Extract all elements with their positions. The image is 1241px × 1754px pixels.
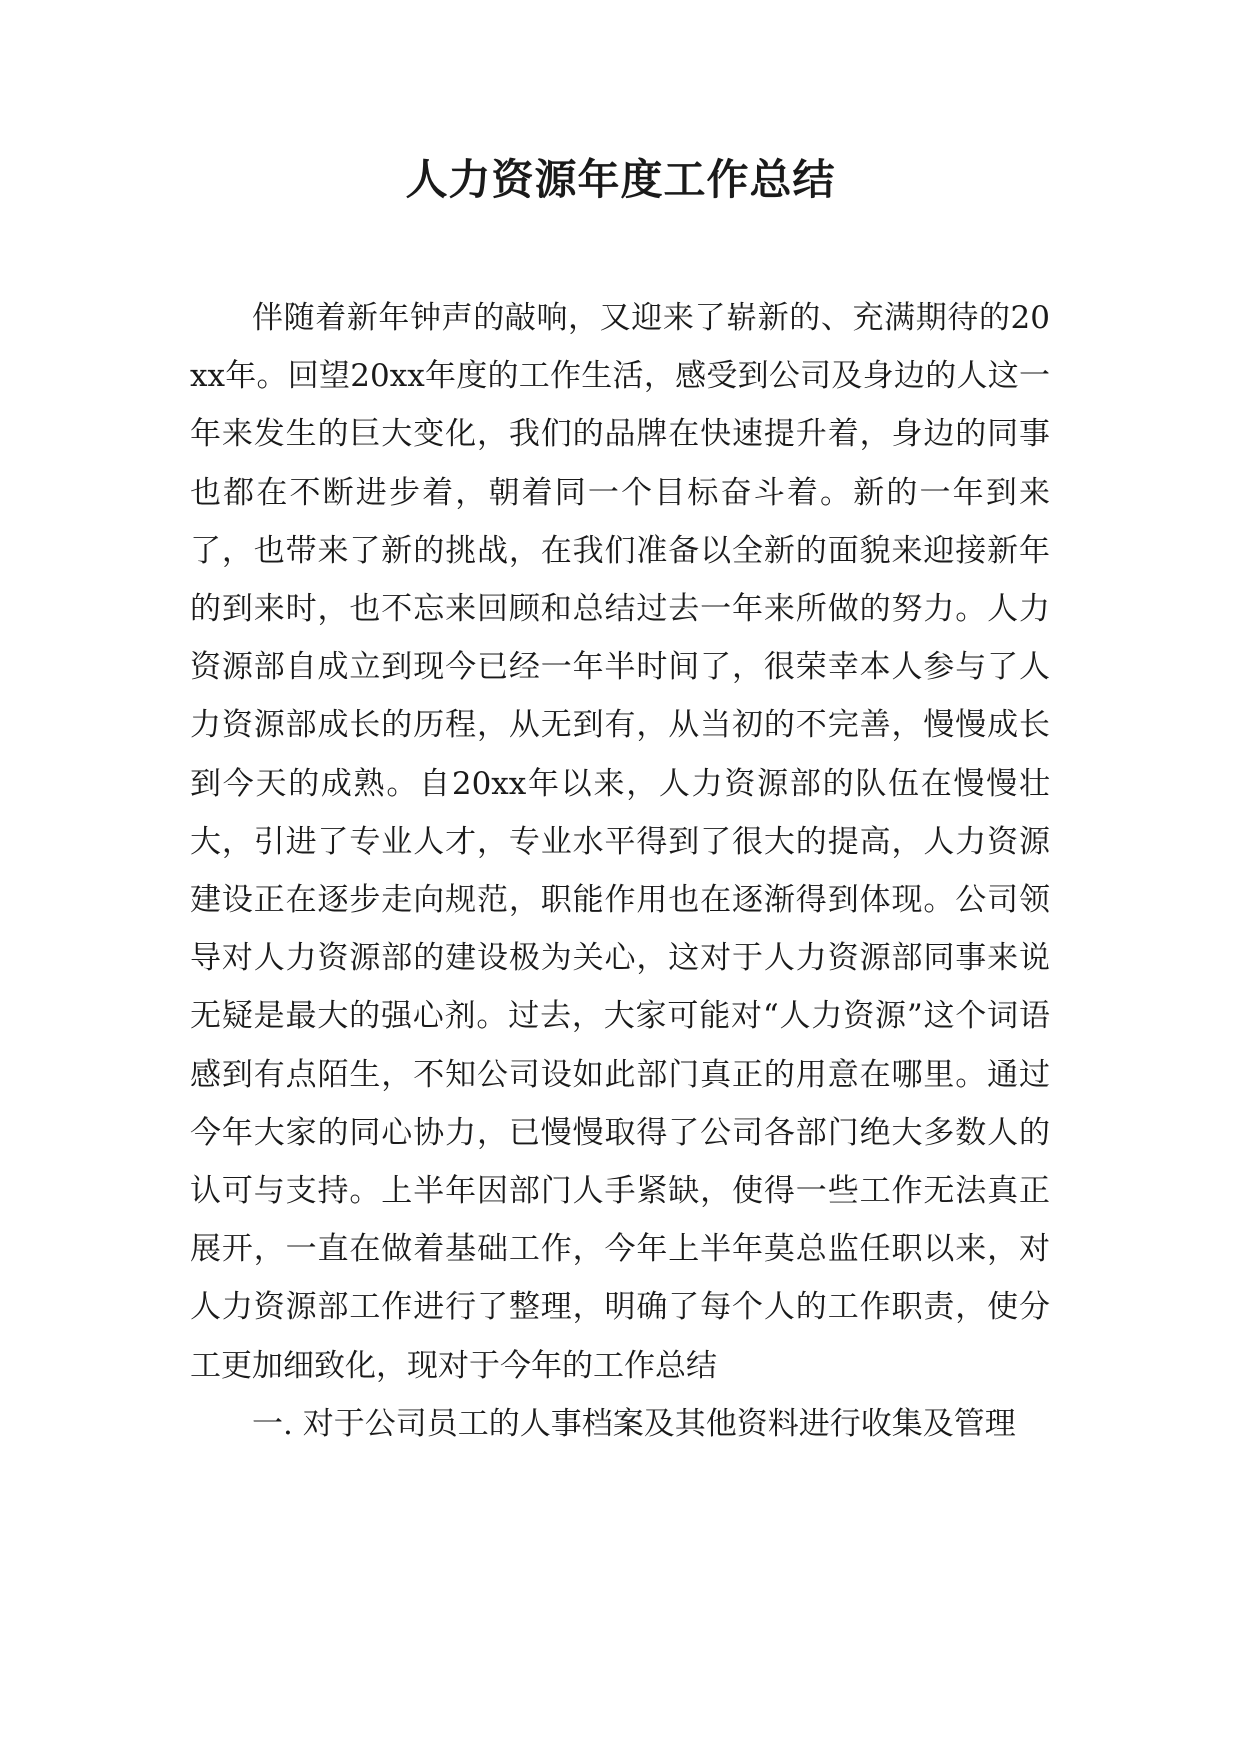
- paragraph-section-heading: 一. 对于公司员工的人事档案及其他资料进行收集及管理: [252, 1405, 1016, 1442]
- document-title: 人力资源年度工作总结: [405, 155, 836, 204]
- paragraph-intro: 伴随着新年钟声的敲响，又迎来了崭新的、充满期待的20xx年。回望20xx年度的工作生活，感受到公司及身边的人这一年来发生的巨大变化，我们的品牌在快速提升着，身边的同事也都在不断进步着，朝着同一个目标奋斗着。新的一年到来了，也带来了新的挑战，在我们准备以全新的面貌来迎接新年的到来时，也不忘来回顾和总结过去一年来所做的努力。人力资源部自成立到现今已经一年半时间了，很荣幸本人参与了人力资源部成长的历程，从无到有，从当初的不完善，慢慢成长到今天的成熟。自20xx年以来，人力资源部的队伍在慢慢壮大，引进了专业人才，专业水平得到了很大的提高，人力资源建设正在逐步走向规范，职能作用也在逐渐得到体现。公司领导对人力资源部的建设极为关心，这对于人力资源部同事来说无疑是最大的强心剂。过去，大家可能对“人力资源”这个词语感到有点陌生，不知公司设如此部门真正的用意在哪里。通过今年大家的同心协力，已慢慢取得了公司各部门绝大多数人的认可与支持。上半年因部门人手紧缺，使得一些工作无法真正展开，一直在做着基础工作，今年上半年莫总监任职以来，对人力资源部工作进行了整理，明确了每个人的工作职责，使分工更加细致化，现对于今年的工作总结: [190, 300, 1050, 1384]
- document-body: [190, 289, 1050, 1453]
